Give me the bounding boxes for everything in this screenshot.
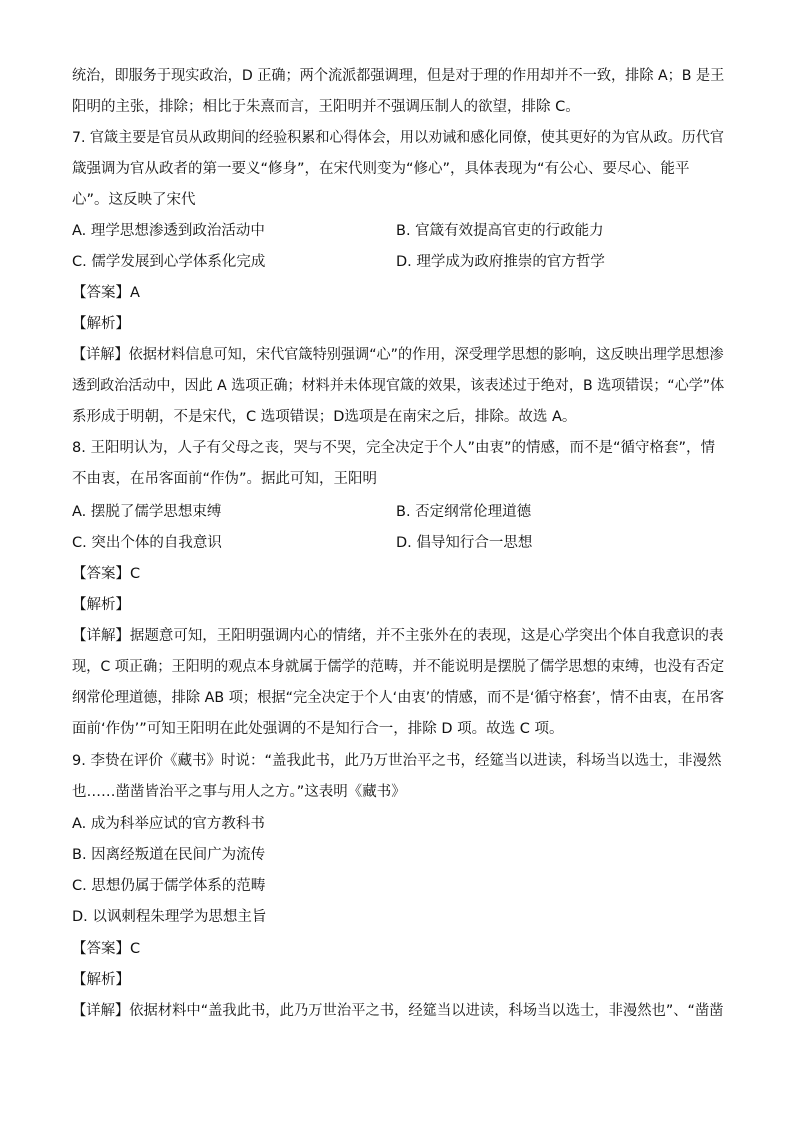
explanation-line: 面前‘作伪’”可知王阳明在此处强调的不是知行合一，排除 D 项。故选 C 项。	[72, 721, 564, 737]
q7-option-a: A. 理学思想渗透到政治活动中	[72, 223, 265, 239]
answer-label: 【答案】A	[72, 285, 140, 301]
explanation-line: 【详解】依据材料信息可知，宋代官箴特别强调“心”的作用，深受理学思想的影响，这反映出理学思想渗	[72, 347, 724, 363]
explanation-line: 现，C 项正确；王阳明的观点本身就属于儒学的范畴，并不能说明是摆脱了儒学思想的束缚，也没有否定	[72, 659, 725, 675]
q8-option-a: A. 摆脱了儒学思想束缚	[72, 504, 222, 520]
question-9-stem: 9. 李贽在评价《藏书》时说：“盖我此书，此乃万世治平之书，经筵当以进读，科场当以选士，非漫然	[72, 753, 722, 769]
question-7-stem: 7. 官箴主要是官员从政期间的经验积累和心得体会，用以劝诫和感化同僚，使其更好的为官从政。历代官	[72, 130, 724, 146]
explanation-line: 纲常伦理道德，排除 AB 项；根据“完全决定于个人‘由衷’的情感，而不是‘循守格套’，情不由衷，在吊客	[72, 690, 725, 706]
q7-option-c: C. 儒学发展到心学体系化完成	[72, 254, 266, 270]
question-8-stem: 不由衷，在吊客面前“作伪”。据此可知，王阳明	[72, 471, 378, 487]
explanation-line: 系形成于明朝，不是宋代，C 选项错误；D选项是在南宋之后，排除。故选 A。	[72, 409, 577, 425]
question-7-stem: 心”。这反映了宋代	[72, 192, 196, 208]
q8-option-b: B. 否定纲常伦理道德	[396, 504, 532, 520]
q9-option-a: A. 成为科举应试的官方教科书	[72, 816, 265, 832]
q9-option-b: B. 因离经叛道在民间广为流传	[72, 847, 266, 863]
analysis-label: 【解析】	[72, 316, 130, 332]
q7-option-b: B. 官箴有效提高官吏的行政能力	[396, 223, 604, 239]
q9-option-c: C. 思想仍属于儒学体系的范畴	[72, 878, 266, 894]
text-line: 阳明的主张，排除；相比于朱熹而言，王阳明并不强调压制人的欲望，排除 C。	[72, 99, 580, 115]
text-line: 统治，即服务于现实政治，D 正确；两个流派都强调理，但是对于理的作用却并不一致，排除 A；B 是王	[72, 68, 725, 84]
analysis-label: 【解析】	[72, 972, 130, 988]
explanation-line: 透到政治活动中，因此 A 选项正确；材料并未体现官箴的效果，该表述过于绝对，B 选项错误；“心学”体	[72, 378, 725, 394]
analysis-label: 【解析】	[72, 597, 130, 613]
answer-label: 【答案】C	[72, 566, 141, 582]
q8-option-d: D. 倡导知行合一思想	[396, 535, 533, 551]
q9-option-d: D. 以讽刺程朱理学为思想主旨	[72, 909, 267, 925]
q7-option-d: D. 理学成为政府推崇的官方哲学	[396, 254, 605, 270]
explanation-line: 【详解】依据材料中“盖我此书，此乃万世治平之书，经筵当以进读，科场当以选士，非漫然也”、“凿凿	[72, 1003, 724, 1019]
question-7-stem: 箴强调为官从政者的第一要义“修身”，在宋代则变为“修心”，具体表现为“有公心、要尽心、能平	[72, 161, 690, 177]
question-9-stem: 也……凿凿皆治平之事与用人之方。”这表明《藏书》	[72, 784, 406, 800]
question-8-stem: 8. 王阳明认为，人子有父母之丧，哭与不哭，完全决定于个人”由衷”的情感，而不是“循守格套”，情	[72, 440, 715, 456]
q8-option-c: C. 突出个体的自我意识	[72, 535, 222, 551]
answer-label: 【答案】C	[72, 941, 141, 957]
explanation-line: 【详解】据题意可知，王阳明强调内心的情绪，并不主张外在的表现，这是心学突出个体自我意识的表	[72, 628, 724, 644]
